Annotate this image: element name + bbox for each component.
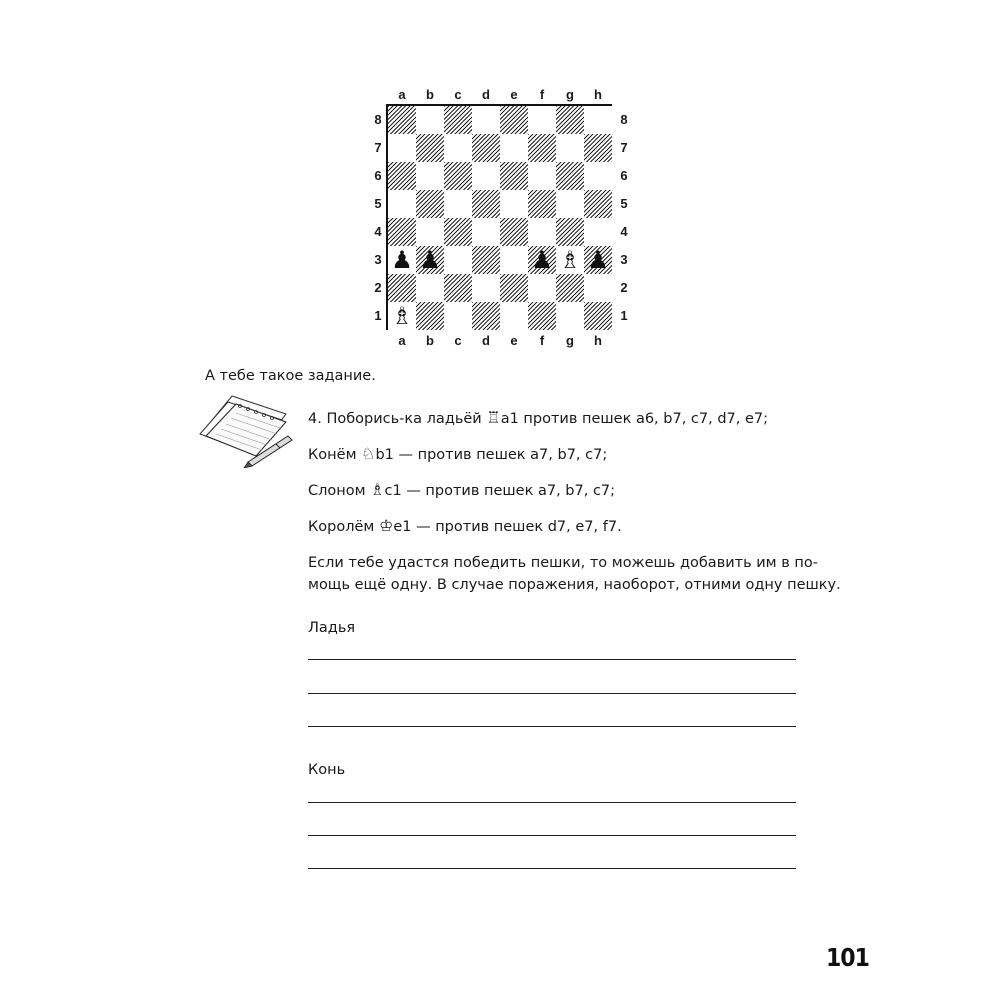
task-rook-suffix: a1 против пешек a6, b7, c7, d7, e7; — [500, 411, 769, 427]
square-g2 — [556, 274, 584, 302]
file-label-top-h: h — [594, 87, 602, 102]
rank-label-right-3: 3 — [620, 252, 628, 267]
square-c1 — [444, 302, 472, 330]
square-b7 — [416, 134, 444, 162]
square-a8 — [388, 106, 416, 134]
square-c2 — [444, 274, 472, 302]
knight-answer-line-1[interactable] — [308, 802, 796, 803]
square-h5 — [584, 190, 612, 218]
rank-label-left-5: 5 — [374, 196, 382, 211]
square-f2 — [528, 274, 556, 302]
knight-answer-line-3[interactable] — [308, 868, 796, 869]
square-c8 — [444, 106, 472, 134]
square-f1 — [528, 302, 556, 330]
square-g6 — [556, 162, 584, 190]
square-e3 — [500, 246, 528, 274]
square-h4 — [584, 218, 612, 246]
square-g8 — [556, 106, 584, 134]
knight-answer-label: Конь — [308, 762, 346, 778]
square-g7 — [556, 134, 584, 162]
rook-answer-label: Ладья — [308, 620, 356, 636]
square-d8 — [472, 106, 500, 134]
rook-answer-line-3[interactable] — [308, 726, 796, 727]
file-label-top-e: e — [510, 87, 518, 102]
rank-label-left-3: 3 — [374, 252, 382, 267]
file-label-top-d: d — [482, 87, 490, 102]
black-pawn-h3: ♟ — [587, 246, 609, 274]
square-a5 — [388, 190, 416, 218]
rank-label-left-2: 2 — [374, 280, 382, 295]
black-pawn-f3: ♟ — [531, 246, 553, 274]
file-label-bottom-g: g — [566, 333, 574, 348]
square-c6 — [444, 162, 472, 190]
file-label-bottom-a: a — [398, 333, 406, 348]
square-h2 — [584, 274, 612, 302]
square-d3 — [472, 246, 500, 274]
rank-label-left-8: 8 — [374, 112, 382, 127]
square-f7 — [528, 134, 556, 162]
square-c3 — [444, 246, 472, 274]
square-f5 — [528, 190, 556, 218]
square-a1 — [388, 302, 416, 330]
rook-answer-line-2[interactable] — [308, 693, 796, 694]
square-f3 — [528, 246, 556, 274]
file-label-top-f: f — [539, 87, 545, 102]
task-knight-suffix: b1 — против пешек a7, b7, c7; — [375, 447, 608, 463]
square-g3 — [556, 246, 584, 274]
square-b5 — [416, 190, 444, 218]
rank-label-right-6: 6 — [620, 168, 628, 183]
king-icon: ♔ — [378, 516, 394, 535]
square-b2 — [416, 274, 444, 302]
task-knight-prefix: Конём — [308, 447, 362, 463]
square-e5 — [500, 190, 528, 218]
square-a4 — [388, 218, 416, 246]
square-g1 — [556, 302, 584, 330]
rank-label-right-4: 4 — [620, 224, 628, 239]
black-pawn-b3: ♟ — [419, 246, 441, 274]
square-a7 — [388, 134, 416, 162]
square-h7 — [584, 134, 612, 162]
page-number: 101 — [826, 944, 869, 973]
task-rook-line — [308, 408, 768, 429]
rank-label-left-1: 1 — [374, 308, 382, 323]
square-e2 — [500, 274, 528, 302]
square-d2 — [472, 274, 500, 302]
rank-label-left-6: 6 — [374, 168, 382, 183]
square-h3 — [584, 246, 612, 274]
square-f8 — [528, 106, 556, 134]
task-bishop-prefix: Слоном — [308, 483, 371, 499]
square-a3 — [388, 246, 416, 274]
task-knight-line — [308, 444, 607, 465]
square-a6 — [388, 162, 416, 190]
intro-text: А тебе такое задание. — [205, 368, 376, 384]
task-paragraph-line-1: Если тебе удастся победить пешки, то можешь добавить им в по- — [308, 555, 818, 571]
square-c7 — [444, 134, 472, 162]
rank-label-right-7: 7 — [620, 140, 628, 155]
square-b4 — [416, 218, 444, 246]
square-d4 — [472, 218, 500, 246]
square-c5 — [444, 190, 472, 218]
square-b3 — [416, 246, 444, 274]
file-label-top-a: a — [398, 87, 406, 102]
rook-answer-line-1[interactable] — [308, 659, 796, 660]
square-e1 — [500, 302, 528, 330]
square-b8 — [416, 106, 444, 134]
square-e7 — [500, 134, 528, 162]
knight-answer-line-2[interactable] — [308, 835, 796, 836]
task-bishop-suffix: c1 — против пешек a7, b7, c7; — [384, 483, 616, 499]
rook-icon: ♖ — [486, 408, 501, 427]
square-c4 — [444, 218, 472, 246]
knight-icon: ♘ — [361, 444, 376, 463]
square-a2 — [388, 274, 416, 302]
rank-label-right-2: 2 — [620, 280, 628, 295]
chess-board — [386, 104, 612, 330]
square-d6 — [472, 162, 500, 190]
square-g4 — [556, 218, 584, 246]
rank-label-right-5: 5 — [620, 196, 628, 211]
file-label-top-b: b — [426, 87, 434, 102]
square-d5 — [472, 190, 500, 218]
task-king-suffix: e1 — против пешек d7, e7, f7. — [393, 519, 622, 535]
square-e8 — [500, 106, 528, 134]
file-label-bottom-d: d — [482, 333, 490, 348]
file-label-bottom-c: c — [454, 333, 462, 348]
bishop-icon: ♗ — [370, 480, 385, 499]
square-f6 — [528, 162, 556, 190]
file-label-top-c: c — [454, 87, 462, 102]
file-label-top-g: g — [566, 87, 574, 102]
square-e4 — [500, 218, 528, 246]
notepad-pen-icon — [196, 392, 296, 468]
file-label-bottom-e: e — [510, 333, 518, 348]
rank-label-right-1: 1 — [620, 308, 628, 323]
square-h6 — [584, 162, 612, 190]
chess-diagram — [360, 84, 640, 354]
rank-label-left-7: 7 — [374, 140, 382, 155]
square-h1 — [584, 302, 612, 330]
square-b6 — [416, 162, 444, 190]
square-h8 — [584, 106, 612, 134]
task-bishop-line — [308, 480, 615, 501]
white-bishop-g3: ♗ — [559, 246, 581, 274]
square-d7 — [472, 134, 500, 162]
black-pawn-a3: ♟ — [391, 246, 413, 274]
square-d1 — [472, 302, 500, 330]
square-b1 — [416, 302, 444, 330]
rank-label-left-4: 4 — [374, 224, 382, 239]
task-king-line — [308, 516, 622, 537]
rank-label-right-8: 8 — [620, 112, 628, 127]
task-rook-prefix: 4. Поборись-ка ладьёй — [308, 411, 487, 427]
square-f4 — [528, 218, 556, 246]
file-label-bottom-h: h — [594, 333, 602, 348]
file-label-bottom-f: f — [539, 333, 545, 348]
task-paragraph-line-2: мощь ещё одну. В случае поражения, наоборот, отними одну пешку. — [308, 577, 841, 593]
white-bishop-a1: ♗ — [391, 302, 413, 330]
task-king-prefix: Королём — [308, 519, 379, 535]
square-e6 — [500, 162, 528, 190]
file-label-bottom-b: b — [426, 333, 434, 348]
square-g5 — [556, 190, 584, 218]
